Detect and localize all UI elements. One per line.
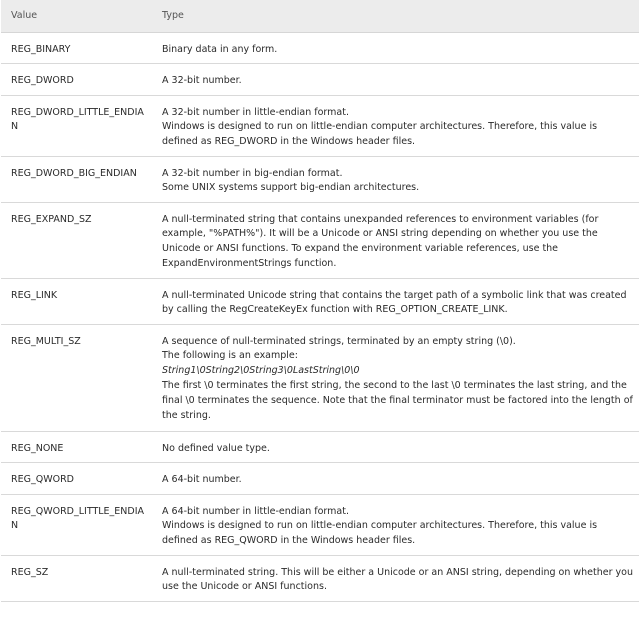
value-cell: REG_SZ — [1, 555, 151, 601]
value-cell: REG_QWORD — [1, 462, 151, 494]
type-text: A null-terminated Unicode string that contains the target path of a symbolic link that was created by calling the RegCreateKeyEx function with REG_OPTION_CREATE_LINK. — [162, 289, 627, 316]
type-text: Windows is designed to run on little-endian computer architectures. Therefore, this value is defined as REG_DWORD in the Windows header files. — [162, 121, 598, 148]
value-cell: REG_NONE — [1, 431, 151, 462]
table-row — [1, 202, 639, 278]
type-cell — [151, 462, 639, 494]
value-cell: REG_DWORD_BIG_ENDIAN — [1, 156, 151, 202]
type-cell — [151, 95, 639, 156]
type-cell — [151, 278, 639, 324]
type-text: Some UNIX systems support big-endian architectures. — [162, 182, 420, 194]
type-text: The first \0 terminates the first string, the second to the last \0 terminates the last string, and the final \0 terminates the sequence. Note that the final terminator must be factored into the length of the string. — [162, 380, 633, 422]
registry-value-types-page — [1, 0, 639, 602]
column-header-type: Type — [151, 0, 639, 32]
type-text: A 64-bit number in little-endian format. — [162, 505, 349, 517]
type-cell — [151, 431, 639, 462]
type-text: A null-terminated string. This will be either a Unicode or an ANSI string, depending on whether you use the Unicode or ANSI functions. — [162, 566, 634, 593]
type-cell — [151, 555, 639, 601]
type-text: Binary data in any form. — [162, 43, 278, 55]
example-string: String1\0String2\0String3\0LastString\0\0 — [162, 365, 360, 377]
type-text: A 64-bit number. — [162, 473, 242, 485]
type-cell — [151, 494, 639, 555]
type-cell — [151, 324, 639, 431]
table-row — [1, 63, 639, 95]
column-header-value: Value — [1, 0, 151, 32]
table-row — [1, 324, 639, 431]
type-cell — [151, 32, 639, 63]
table-row — [1, 494, 639, 555]
type-cell — [151, 156, 639, 202]
table-row — [1, 32, 639, 63]
table-row — [1, 431, 639, 462]
table-row — [1, 555, 639, 601]
type-cell — [151, 202, 639, 278]
value-cell: REG_DWORD — [1, 63, 151, 95]
value-cell: REG_QWORD_LITTLE_ENDIAN — [1, 494, 151, 555]
type-text: A 32-bit number in big-endian format. — [162, 167, 343, 179]
type-cell — [151, 63, 639, 95]
table-row — [1, 278, 639, 324]
type-text: A 32-bit number in little-endian format. — [162, 106, 349, 118]
table-header-row — [1, 0, 639, 32]
type-text: A 32-bit number. — [162, 74, 242, 86]
value-cell: REG_EXPAND_SZ — [1, 202, 151, 278]
type-text: The following is an example: — [162, 350, 298, 362]
type-text: A sequence of null-terminated strings, terminated by an empty string (\0). — [162, 335, 516, 347]
table-row — [1, 156, 639, 202]
value-cell: REG_DWORD_LITTLE_ENDIAN — [1, 95, 151, 156]
table-row — [1, 95, 639, 156]
type-text: No defined value type. — [162, 442, 270, 454]
value-cell: REG_BINARY — [1, 32, 151, 63]
value-cell: REG_LINK — [1, 278, 151, 324]
type-text: A null-terminated string that contains unexpanded references to environment variables (for example, "%PATH%"). It will be a Unicode or ANSI string depending on whether you use the Unicode or ANSI functions. To expand the environment variable references, use the ExpandEnvironmentStrings function. — [162, 213, 599, 270]
table-row — [1, 462, 639, 494]
value-cell: REG_MULTI_SZ — [1, 324, 151, 431]
value-types-table — [1, 0, 639, 602]
type-text: Windows is designed to run on little-endian computer architectures. Therefore, this value is defined as REG_QWORD in the Windows header files. — [162, 520, 598, 547]
